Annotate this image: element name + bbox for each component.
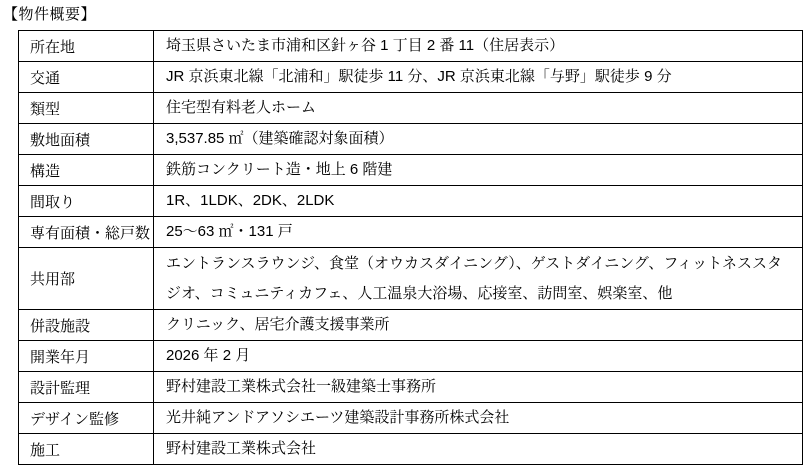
row-value: 25～63 ㎡・131 戸 bbox=[154, 217, 803, 248]
table-row bbox=[19, 155, 803, 186]
table-row bbox=[19, 62, 803, 93]
table-row bbox=[19, 310, 803, 341]
row-label: 構造 bbox=[19, 155, 154, 186]
row-label: 施工 bbox=[19, 434, 154, 465]
row-value: 野村建設工業株式会社一級建築士事務所 bbox=[154, 372, 803, 403]
row-label: 共用部 bbox=[19, 248, 154, 310]
table-row bbox=[19, 248, 803, 310]
table-row bbox=[19, 372, 803, 403]
row-value: エントランスラウンジ、食堂（オウカスダイニング）、ゲストダイニング、フィットネススタジオ、コミュニティカフェ、人工温泉大浴場、応接室、訪問室、娯楽室、他 bbox=[154, 248, 803, 310]
table-row bbox=[19, 186, 803, 217]
row-label: デザイン監修 bbox=[19, 403, 154, 434]
row-value: 3,537.85 ㎡（建築確認対象面積） bbox=[154, 124, 803, 155]
row-value: 住宅型有料老人ホーム bbox=[154, 93, 803, 124]
property-spec-table bbox=[18, 30, 803, 465]
row-value: 光井純アンドアソシエーツ建築設計事務所株式会社 bbox=[154, 403, 803, 434]
row-label: 専有面積・総戸数 bbox=[19, 217, 154, 248]
row-value: 2026 年 2 月 bbox=[154, 341, 803, 372]
table-row bbox=[19, 124, 803, 155]
row-label: 所在地 bbox=[19, 31, 154, 62]
table-row bbox=[19, 31, 803, 62]
row-label: 併設施設 bbox=[19, 310, 154, 341]
row-label: 開業年月 bbox=[19, 341, 154, 372]
row-value: 1R、1LDK、2DK、2LDK bbox=[154, 186, 803, 217]
table-row bbox=[19, 403, 803, 434]
row-label: 設計監理 bbox=[19, 372, 154, 403]
row-label: 間取り bbox=[19, 186, 154, 217]
table-row bbox=[19, 341, 803, 372]
table-row bbox=[19, 217, 803, 248]
row-value: 鉄筋コンクリート造・地上 6 階建 bbox=[154, 155, 803, 186]
row-label: 交通 bbox=[19, 62, 154, 93]
row-label: 類型 bbox=[19, 93, 154, 124]
spec-table-body bbox=[19, 31, 803, 465]
table-row bbox=[19, 434, 803, 465]
page-title: 【物件概要】 bbox=[3, 6, 97, 23]
row-value: クリニック、居宅介護支援事業所 bbox=[154, 310, 803, 341]
row-value: 野村建設工業株式会社 bbox=[154, 434, 803, 465]
row-label: 敷地面積 bbox=[19, 124, 154, 155]
row-value: 埼玉県さいたま市浦和区針ヶ谷 1 丁目 2 番 11（住居表示） bbox=[154, 31, 803, 62]
row-value: JR 京浜東北線「北浦和」駅徒歩 11 分、JR 京浜東北線「与野」駅徒歩 9 分 bbox=[154, 62, 803, 93]
table-row bbox=[19, 93, 803, 124]
